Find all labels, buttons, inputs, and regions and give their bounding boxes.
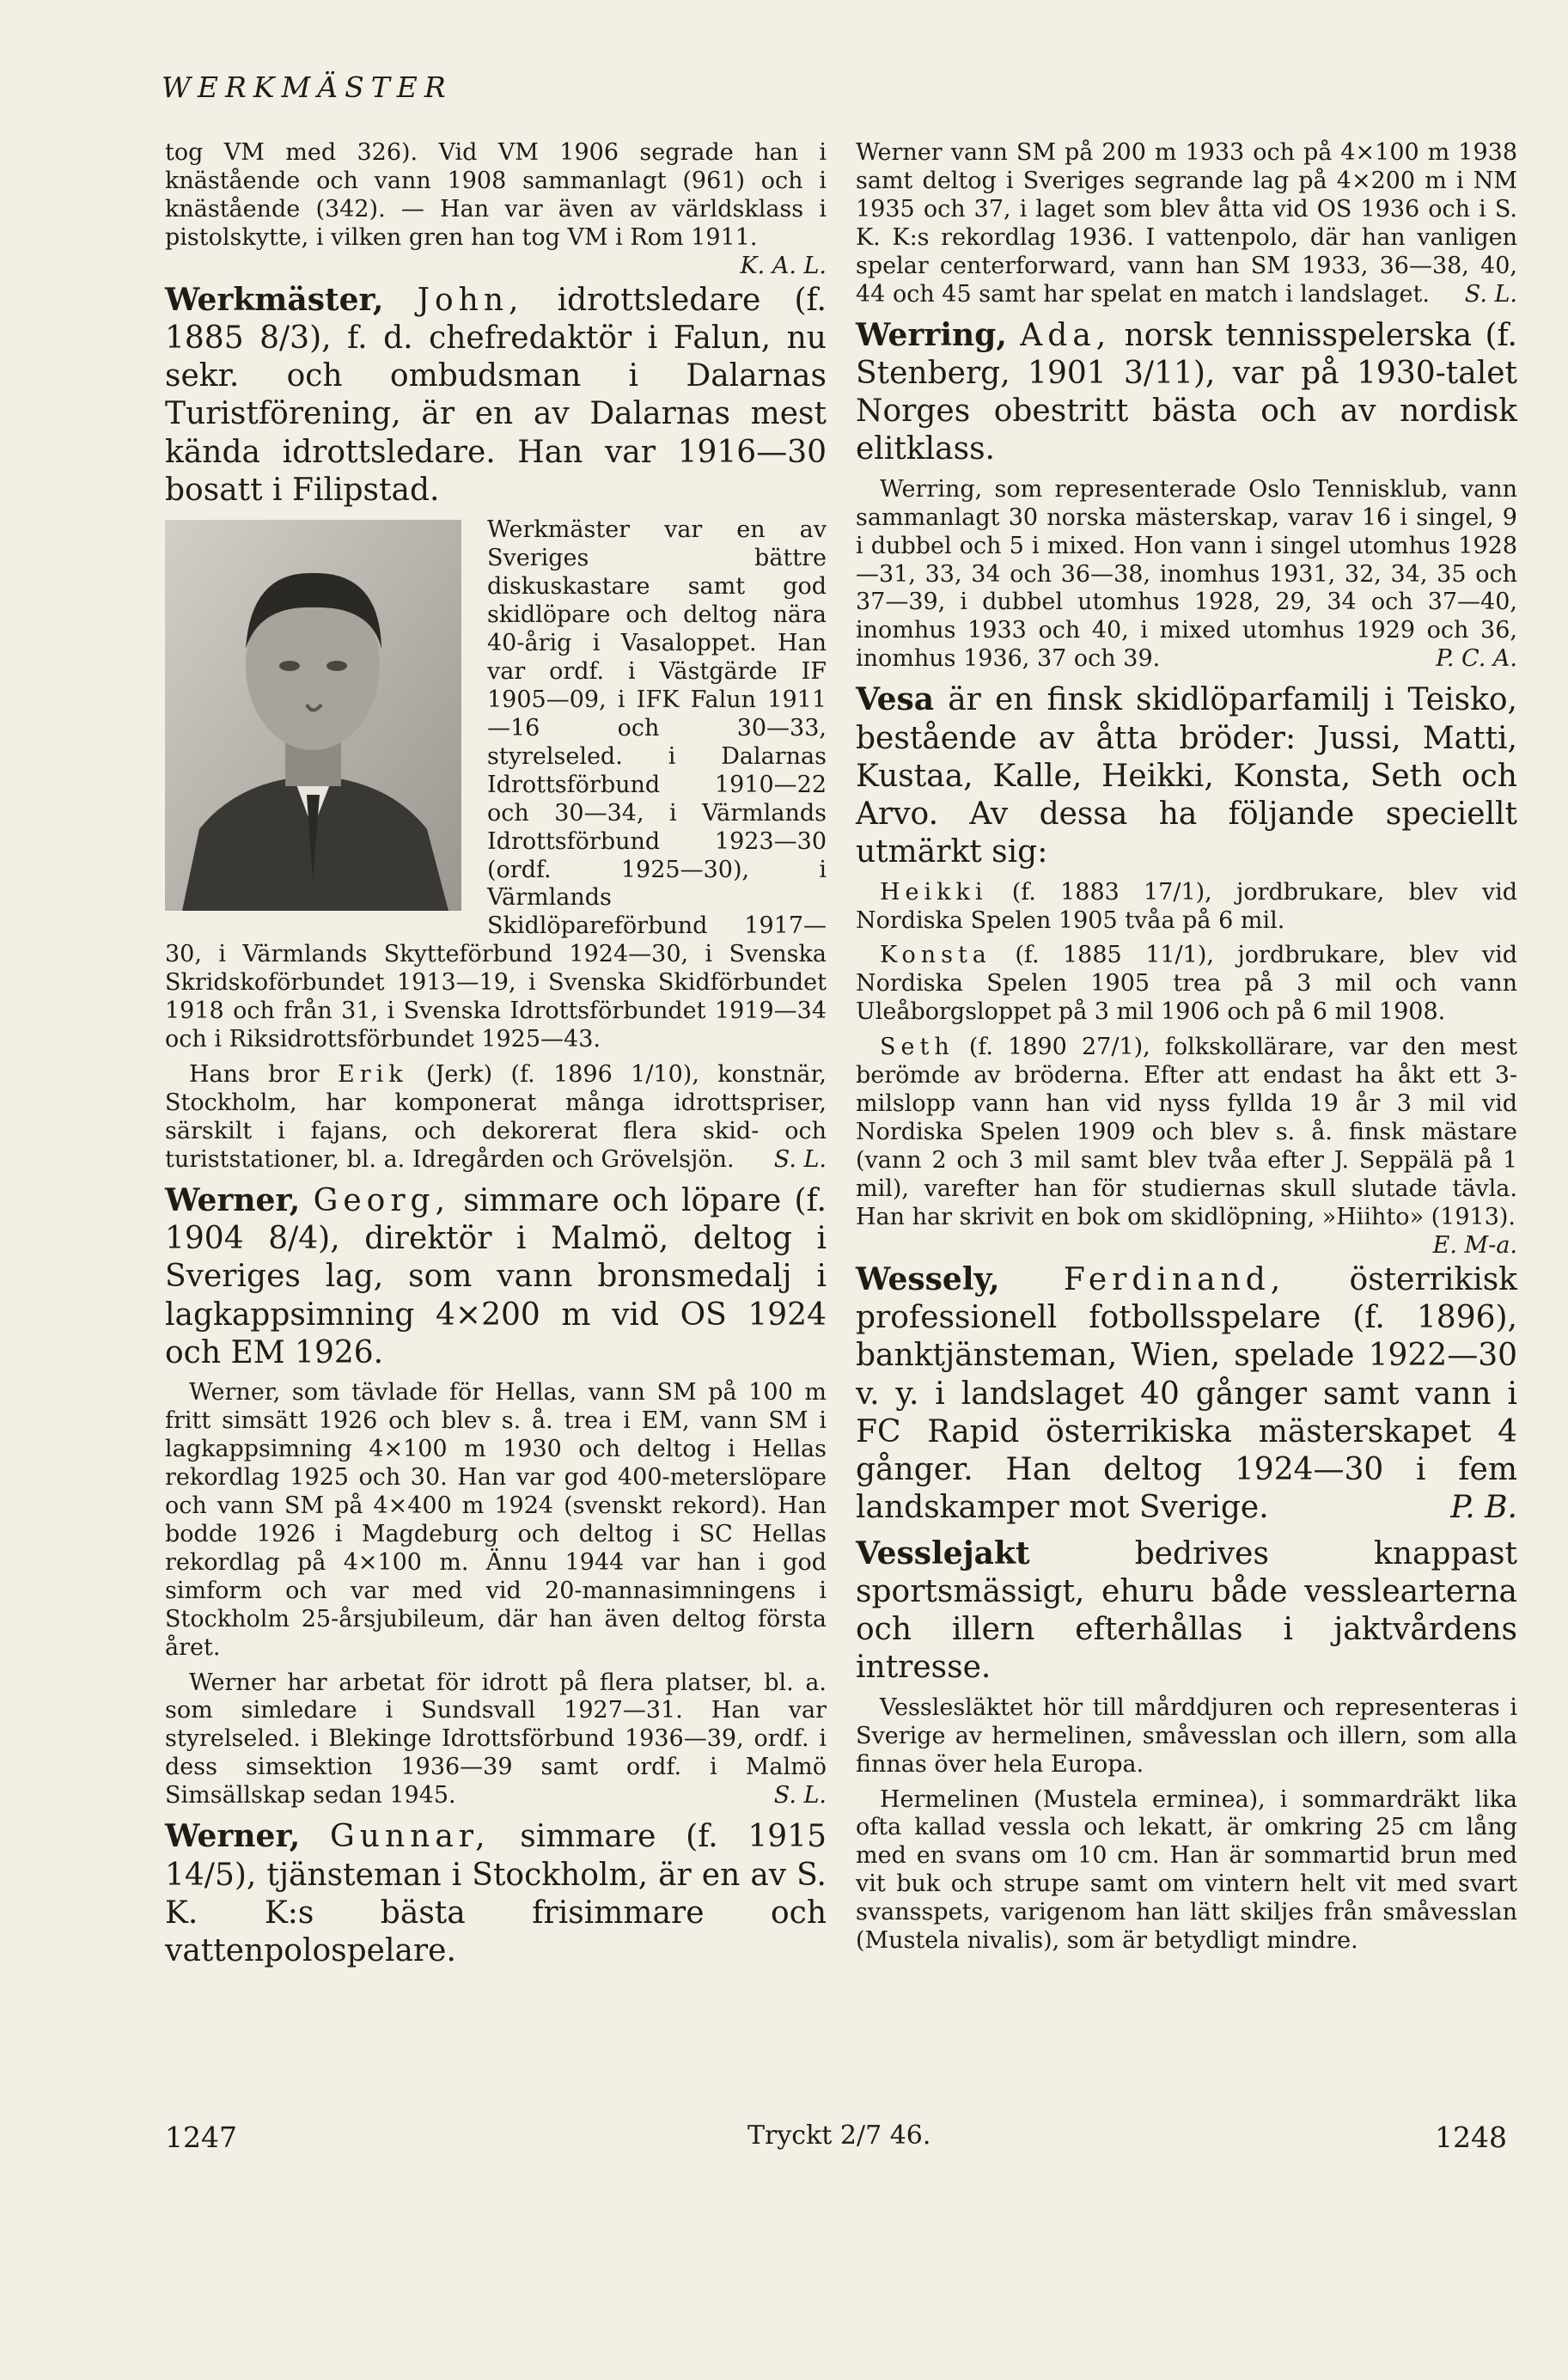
- author-signature: P. B.: [1450, 1490, 1517, 1526]
- entry-detail-seth: Seth (f. 1890 27/1), folkskollärare, var den mest berömde av bröderna. Efter att endast ha åkt ett 3-milslopp vann han vid nyss fyllda 19 år 3 mil vid Nordiska Spelen 1909 och blev s. å. finsk mästare (vann 2 och 3 mil samt blev tvåa efter J. Seppälä på 1 mil), varefter han för studiernas skull slutade tävla. Han har skrivit en bok om skidlöpning, »Hiihto» (1913). E. M-a.: [856, 1034, 1517, 1259]
- entry-headword: Werner,: [165, 1818, 301, 1855]
- print-date: Tryckt 2/7 46.: [747, 2121, 931, 2151]
- entry-continuation: tog VM med 326). Vid VM 1906 segrade han i knästående och vann 1908 sammanlagt (961) och i knästående (342). — Han var även av världsklass i pistolskytte, i vilken gren han tog VM i Rom 1911. K. A. L.: [165, 139, 827, 279]
- entry-text: simmare och löpare (f. 1904 8/4), direktör i Malmö, deltog i Sveriges lag, som vann bronsmedalj i lagkappsimning 4×200 m vid OS 1924 och EM 1926.: [165, 1182, 827, 1370]
- entry-text: idrottsledare (f. 1885 8/3), f. d. chefredaktör i Falun, nu sekr. och ombudsman i Dalarnas Turistförening, är en av Dalarnas mest kända idrottsledare. Han var 1916—30 bosatt i Filipstad.: [165, 282, 827, 509]
- entry-headword: Werkmäster,: [165, 281, 384, 318]
- right-page-number: 1248: [1435, 2121, 1507, 2154]
- entry-vesslejakt: [856, 1535, 1517, 1687]
- author-signature: P. C. A.: [1436, 645, 1517, 673]
- left-column: [165, 139, 827, 1977]
- entry-detail-brother: Hans bror Erik (Jerk) (f. 1896 1/10), konstnär, Stockholm, har komponerat många idrottspriser, särskilt i fajans, och dekorerat flera skid- och turiststationer, bl. a. Idregården och Grövelsjön. S. L.: [165, 1061, 827, 1173]
- entry-headword: Vesa: [856, 681, 935, 718]
- entry-given-name: John,: [417, 282, 524, 318]
- portrait-photo: [165, 520, 461, 911]
- entry-headword: Werner,: [165, 1181, 301, 1218]
- right-column: [856, 139, 1517, 1962]
- entry-detail: Werkmäster var en av Sveriges bättre diskuskastare samt god skidlöpare och deltog nära 40-årig i Vasaloppet. Han var ordf. i Västgärde IF 1905—09, i IFK Falun 1911—16 och 30—33, styrelseled. i Dalarnas Idrottsförbund 1910—22 och 30—34, i Värmlands Idrottsförbund 1923—30 (ordf. 1925—30), i Värmlands Skidlöpareförbund 1917—30, i Värmlands Skytteförbund 1924—30, i Svenska Skridskoförbundet 1913—19, i Svenska Skidförbundet 1918 och från 31, i Svenska Idrottsförbundet 1919—34 och i Riksidrottsförbundet 1925—43.: [165, 516, 827, 1053]
- entry-detail-heikki: Heikki (f. 1883 17/1), jordbrukare, blev vid Nordiska Spelen 1905 tvåa på 6 mil.: [856, 878, 1517, 934]
- entry-detail: Werner, som tävlade för Hellas, vann SM på 100 m fritt simsätt 1926 och blev s. å. trea i EM, vann SM i lagkappsimning 4×100 m 1930 och deltog i Hellas rekordlag 1925 och 30. Han var god 400-meterslöpare och vann SM på 4×400 m 1924 (svenskt rekord). Han bodde 1926 i Magdeburg och deltog i SC Hellas rekordlag på 4×100 m. Ännu 1944 var han i god simform och var med vid 20-mannasimningens i Stockholm 25-årsjubileum, där han även deltog första året.: [165, 1379, 827, 1661]
- entry-headword: Wessely,: [856, 1260, 1000, 1297]
- entry-headword: Werring,: [856, 316, 1007, 353]
- entry-detail: Vesslesläktet hör till mårddjuren och representeras i Sverige av hermelinen, småvesslan och illern, som alla finnas över hela Europa.: [856, 1693, 1517, 1778]
- entry-werner-georg: [165, 1181, 827, 1372]
- author-signature: E. M-a.: [1432, 1231, 1517, 1259]
- entry-given-name: Ada,: [1020, 317, 1112, 353]
- author-signature: K. A. L.: [740, 252, 827, 279]
- running-header: WERKMÄSTER: [162, 70, 453, 104]
- entry-werkmaster-john: [165, 281, 827, 510]
- left-page-number: 1247: [165, 2121, 237, 2154]
- entry-text: bedrives knappast sportsmässigt, ehuru både vesslearterna och illern efterhållas i jaktvårdens intresse.: [856, 1535, 1517, 1686]
- entry-vesa: [856, 680, 1517, 871]
- entry-given-name: Ferdinand,: [1063, 1261, 1286, 1297]
- entry-text: norsk tennisspelerska (f. Stenberg, 1901 3/11), var på 1930-talet Norges obestritt bästa och av nordisk elitklass.: [856, 317, 1517, 467]
- entry-headword: Vesslejakt: [856, 1535, 1030, 1571]
- entry-given-name: Gunnar,: [330, 1819, 491, 1855]
- author-signature: S. L.: [773, 1145, 827, 1173]
- author-signature: S. L.: [773, 1782, 827, 1809]
- entry-detail: Werring, som representerade Oslo Tennisklub, vann sammanlagt 30 norska mästerskap, varav 16 i singel, 9 i dubbel och 5 i mixed. Hon vann i singel utomhus 1928—31, 33, 34 och 36—38, inomhus 1931, 32, 34, 35 och 37—39, i dubbel utomhus 1928, 29, 34 och 37—40, inomhus 1933 och 40, i mixed utomhus 1929 och 36, inomhus 1936, 37 och 39. P. C. A.: [856, 475, 1517, 673]
- entry-text: österrikisk professionell fotbollsspelare (f. 1896), banktjänsteman, Wien, spelade 1922—30 v. y. i landslaget 40 gånger samt vann i FC Rapid österrikiska mästerskapet 4 gånger. Han deltog 1924—30 i fem landskamper mot Sverige.: [856, 1261, 1517, 1526]
- entry-wessely: [856, 1260, 1517, 1528]
- author-signature: S. L.: [1464, 280, 1517, 308]
- entry-detail-konsta: Konsta (f. 1885 11/1), jordbrukare, blev vid Nordiska Spelen 1905 trea på 3 mil och vann Uleåborgsloppet på 3 mil 1906 och på 6 mil 1908.: [856, 942, 1517, 1026]
- entry-werner-gunnar: [165, 1817, 827, 1970]
- entry-detail: Hermelinen (Mustela erminea), i sommardräkt lika ofta kallad vessla och lekatt, är omkring 25 cm lång med en svans om 10 cm. Han är sommartid brun med vit buk och strupe samt om vintern helt vit med svart svansspets, varigenom han lätt skiljes från småvesslan (Mustela nivalis), som är betydligt mindre.: [856, 1785, 1517, 1955]
- entry-text: simmare (f. 1915 14/5), tjänsteman i Stockholm, är en av S. K. K:s bästa frisimmare och vattenpolospelare.: [165, 1819, 827, 1969]
- entry-detail: Werner har arbetat för idrott på flera platser, bl. a. som simledare i Sundsvall 1927—31. Han var styrelseled. i Blekinge Idrottsförbund 1936—39, ordf. i dess simsektion 1936—39 samt ordf. i Malmö Simsällskap sedan 1945. S. L.: [165, 1669, 827, 1809]
- entry-werring-ada: [856, 316, 1517, 469]
- entry-given-name: Georg,: [313, 1182, 451, 1218]
- entry-continuation: Werner vann SM på 200 m 1933 och på 4×100 m 1938 samt deltog i Sveriges segrande lag på 4×200 m i NM 1935 och 37, i laget som blev åtta vid OS 1936 och i S. K. K:s rekordlag 1936. I vattenpolo, där han vanligen spelar centerforward, vann han SM 1933, 36—38, 40, 44 och 45 samt har spelat en match i landslaget. S. L.: [856, 139, 1517, 308]
- entry-text: är en finsk skidlöparfamilj i Teisko, bestående av åtta bröder: Jussi, Matti, Kustaa, Kalle, Heikki, Konsta, Seth och Arvo. Av dessa ha följande speciellt utmärkt sig:: [856, 682, 1518, 870]
